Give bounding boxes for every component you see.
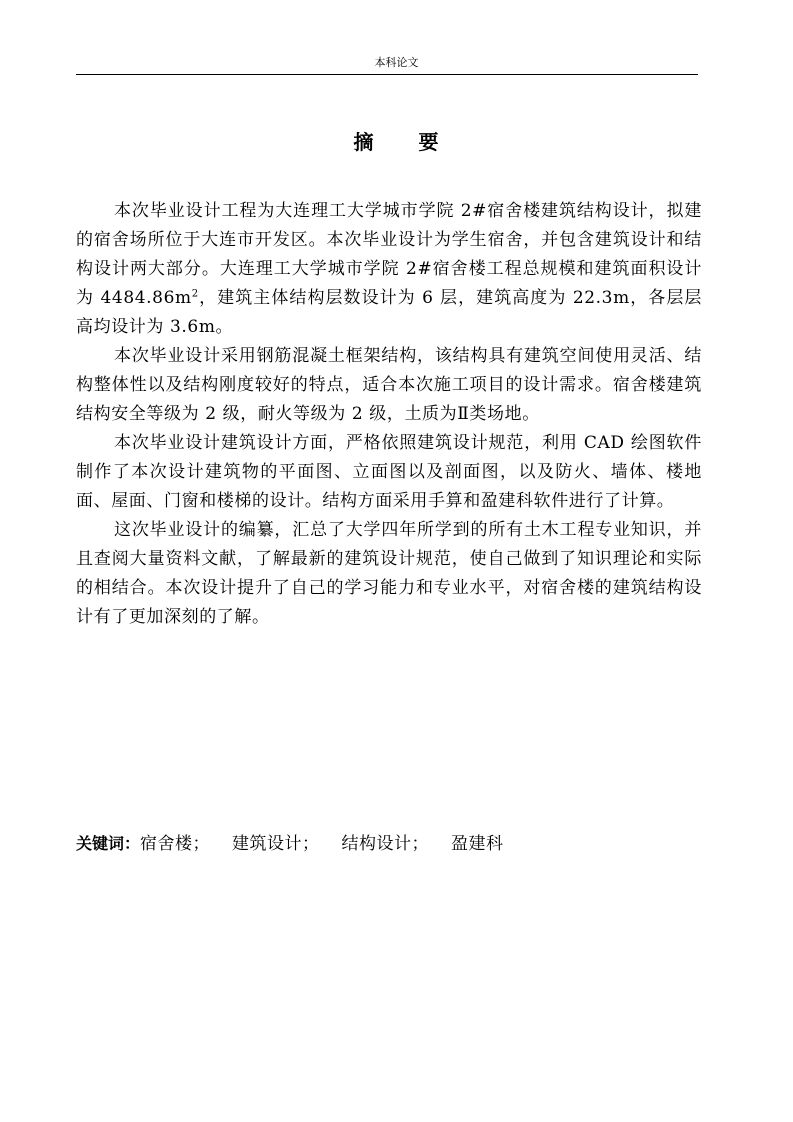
abstract-title <box>0 130 793 154</box>
keywords-label: 关键词： <box>76 834 141 853</box>
keywords-line <box>76 832 702 856</box>
abstract-paragraph-1 <box>76 197 702 342</box>
abstract-paragraph-3: 本次毕业设计建筑设计方面，严格依照建筑设计规范，利用 CAD 绘图软件制作了本次设计建筑物的平面图、立面图以及剖面图，以及防火、墙体、楼地面、屋面、门窗和楼梯的设计。结构方面采用手算和盈建科软件进行了计算。 <box>76 433 702 511</box>
keyword-item: 宿舍楼； <box>140 834 211 854</box>
area-unit-superscript: 2 <box>191 288 199 300</box>
abstract-title-char-2: 要 <box>418 130 440 154</box>
running-header: 本科论文 <box>374 56 419 69</box>
abstract-paragraph-4: 这次毕业设计的编纂，汇总了大学四年所学到的所有土木工程专业知识，并且查阅大量资料文献，了解最新的建筑设计规范，使自己做到了知识理论和实际的相结合。本次设计提升了自己的学习能力和专业水平，对宿舍楼的建筑结构设计有了更加深刻的了解。 <box>76 520 702 627</box>
paragraph-1-text-b: ，建筑主体结构层数设计为 6 层，建筑高度为 22.3m，各层层高均设计为 3.6m。 <box>76 288 703 337</box>
abstract-title-char-1: 摘 <box>353 130 375 154</box>
header-divider <box>76 74 698 75</box>
keyword-item: 建筑设计； <box>232 834 320 854</box>
paragraph-1-text-a: 本次毕业设计工程为大连理工大学城市学院 2#宿舍楼建筑结构设计，拟建的宿舍场所位于大连市开发区。本次毕业设计为学生宿舍，并包含建筑设计和结构设计两大部分。大连理工大学城市学院 2#宿舍楼工程总规模和建筑面积设计为 4484.86m <box>76 201 702 308</box>
abstract-body <box>76 197 702 632</box>
keyword-item: 盈建科 <box>451 834 504 854</box>
keyword-item: 结构设计； <box>341 834 430 854</box>
abstract-paragraph-2: 本次毕业设计采用钢筋混凝土框架结构，该结构具有建筑空间使用灵活、结构整体性以及结构刚度较好的特点，适合本次施工项目的设计需求。宿舍楼建筑结构安全等级为 2 级，耐火等级为 2 级，土质为Ⅱ类场地。 <box>76 346 702 424</box>
